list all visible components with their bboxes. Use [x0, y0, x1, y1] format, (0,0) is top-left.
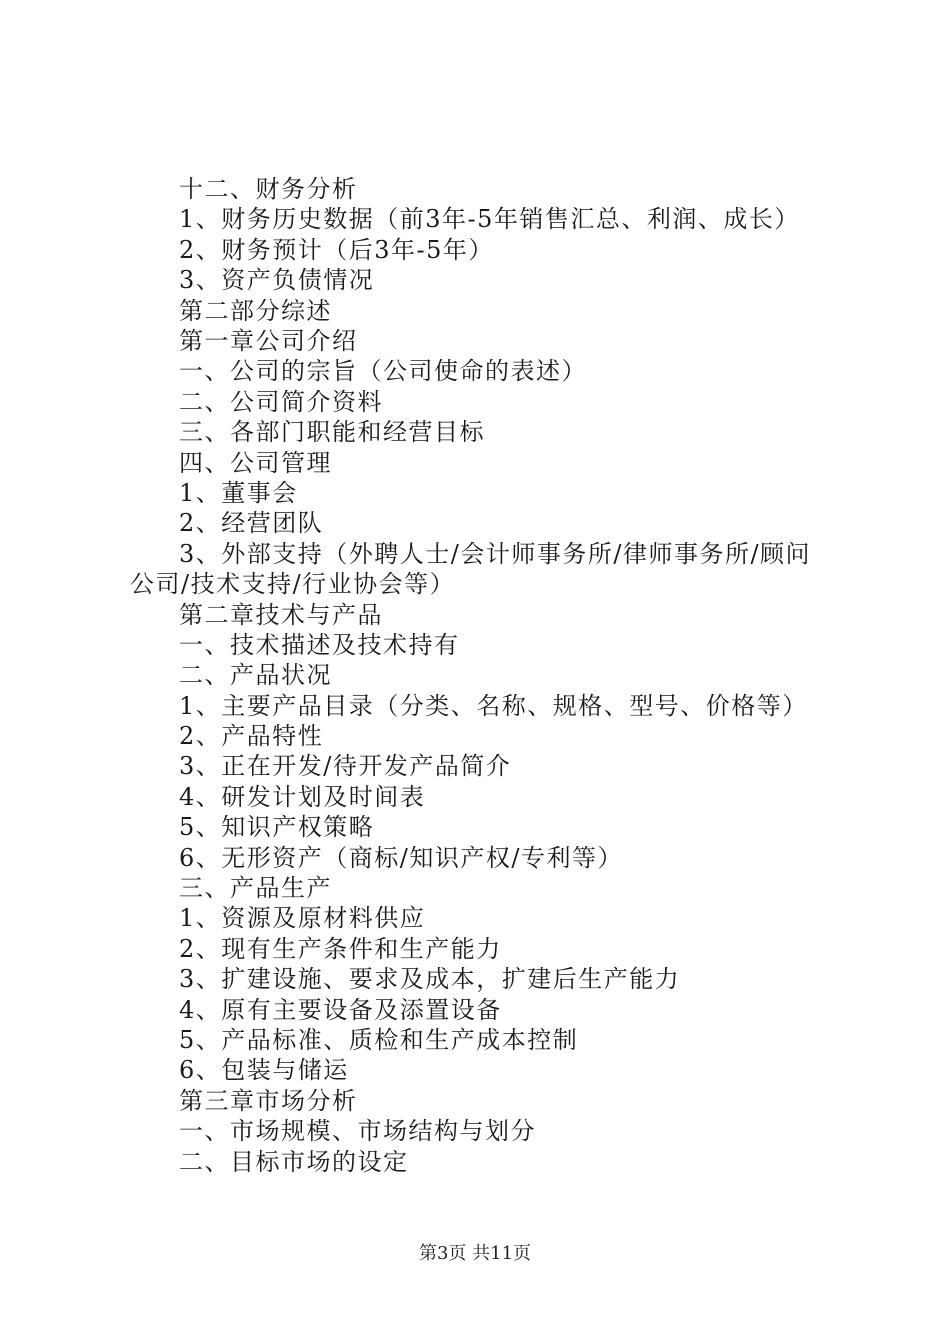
list-item: 3、扩建设施、要求及成本，扩建后生产能力	[179, 965, 681, 994]
section-heading: 二、产品状况	[179, 661, 332, 690]
list-item: 2、产品特性	[179, 722, 324, 751]
list-item: 1、财务历史数据（前3年-5年销售汇总、利润、成长）	[179, 205, 800, 234]
section-heading: 一、公司的宗旨（公司使命的表述）	[179, 357, 587, 386]
section-heading: 四、公司管理	[179, 448, 332, 477]
chapter-heading: 第二章技术与产品	[179, 600, 383, 629]
part-heading: 第二部分综述	[179, 296, 332, 325]
document-body	[130, 174, 835, 1177]
list-item: 1、董事会	[179, 478, 298, 507]
page-number-footer: 第3页 共11页	[418, 1243, 532, 1264]
list-item: 2、财务预计（后3年-5年）	[179, 235, 494, 264]
section-heading: 二、目标市场的设定	[179, 1147, 409, 1176]
list-item: 5、知识产权策略	[179, 813, 375, 842]
list-item: 5、产品标准、质检和生产成本控制	[179, 1025, 579, 1054]
chapter-heading: 第一章公司介绍	[179, 326, 358, 355]
list-item: 4、原有主要设备及添置设备	[179, 995, 502, 1024]
section-heading: 二、公司简介资料	[179, 387, 383, 416]
section-heading: 一、技术描述及技术持有	[179, 630, 460, 659]
chapter-heading: 第三章市场分析	[179, 1086, 358, 1115]
section-heading: 三、产品生产	[179, 874, 332, 903]
heading-financial-analysis: 十二、财务分析	[179, 175, 358, 203]
section-heading: 一、市场规模、市场结构与划分	[179, 1117, 536, 1146]
list-item: 3、资产负债情况	[179, 266, 375, 295]
section-heading: 三、各部门职能和经营目标	[179, 418, 485, 447]
list-item: 6、包装与储运	[179, 1056, 349, 1085]
list-item: 4、研发计划及时间表	[179, 782, 426, 811]
list-item-wrapped: 3、外部支持（外聘人士/会计师事务所/律师事务所/顾问公司/技术支持/行业协会等）	[130, 539, 812, 599]
list-item: 1、主要产品目录（分类、名称、规格、型号、价格等）	[179, 691, 808, 720]
list-item: 6、无形资产（商标/知识产权/专利等）	[179, 843, 623, 872]
list-item: 2、经营团队	[179, 509, 324, 538]
list-item: 2、现有生产条件和生产能力	[179, 934, 502, 963]
list-item: 3、正在开发/待开发产品简介	[179, 752, 512, 781]
list-item: 1、资源及原材料供应	[179, 904, 426, 933]
